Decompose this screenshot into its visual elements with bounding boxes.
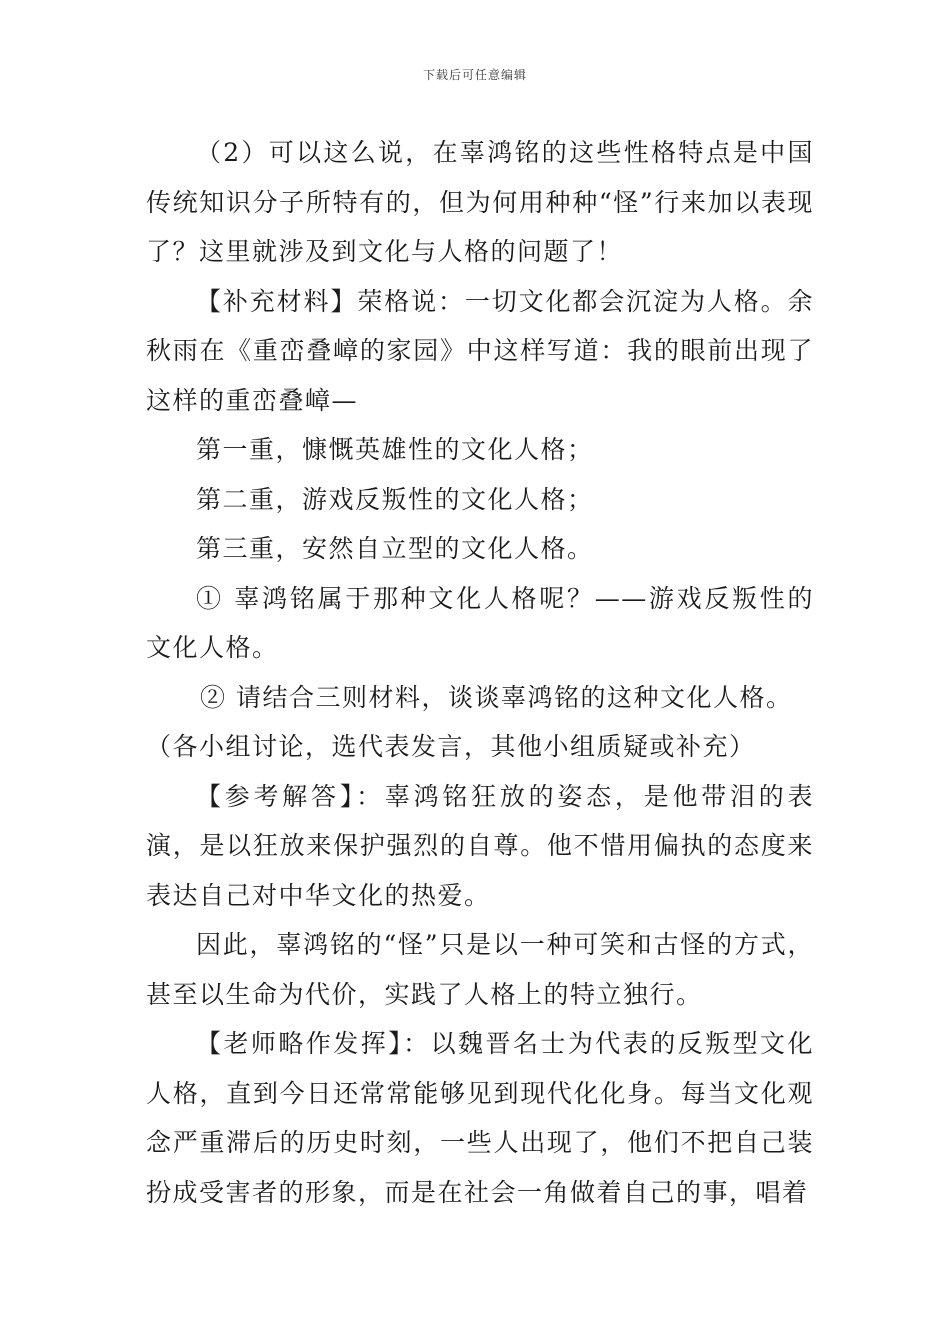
paragraph-subquestion-1: ① 辜鸿铭属于那种文化人格呢？——游戏反叛性的文化人格。 <box>146 583 814 662</box>
paragraph-question-2: （2）可以这么说，在辜鸿铭的这些性格特点是中国传统知识分子所特有的，但为何用种种“怪”行来加以表现了？这里就涉及到文化与人格的问题了！ <box>146 138 814 266</box>
page-header: 下载后可任意编辑 <box>422 68 527 82</box>
paragraph-layer-3: 第三重，安然自立型的文化人格。 <box>196 534 594 563</box>
paragraph-layer-2: 第二重，游戏反叛性的文化人格； <box>196 484 594 514</box>
document-body <box>146 128 814 1217</box>
paragraph-reference-answer: 【参考解答】：辜鸿铭狂放的姿态，是他带泪的表演，是以狂放来保护强烈的自尊。他不惜用偏执的态度来表达自己对中华文化的热爱。 <box>146 781 814 910</box>
paragraph-teacher-elaboration: 【老师略作发挥】：以魏晋名士为代表的反叛型文化人格，直到今日还常常能够见到现代化化身。每当文化观念严重滞后的历史时刻，一些人出现了，他们不把自己装扮成受害者的形象，而是在社会一角做着自己的事，唱着 <box>146 1029 814 1207</box>
paragraph-supplement-material: 【补充材料】荣格说：一切文化都会沉淀为人格。余秋雨在《重峦叠嶂的家园》中这样写道：我的眼前出现了这样的重峦叠嶂— <box>146 286 814 415</box>
paragraph-conclusion: 因此，辜鸿铭的“怪”只是以一种可笑和古怪的方式，甚至以生命为代价，实践了人格上的特立独行。 <box>146 930 814 1009</box>
paragraph-layer-1: 第一重，慷慨英雄性的文化人格； <box>196 435 594 464</box>
paragraph-subquestion-2: ② 请结合三则材料，谈谈辜鸿铭的这种文化人格。 <box>200 682 793 712</box>
paragraph-group-discussion: （各小组讨论，选代表发言，其他小组质疑或补充） <box>146 732 756 761</box>
